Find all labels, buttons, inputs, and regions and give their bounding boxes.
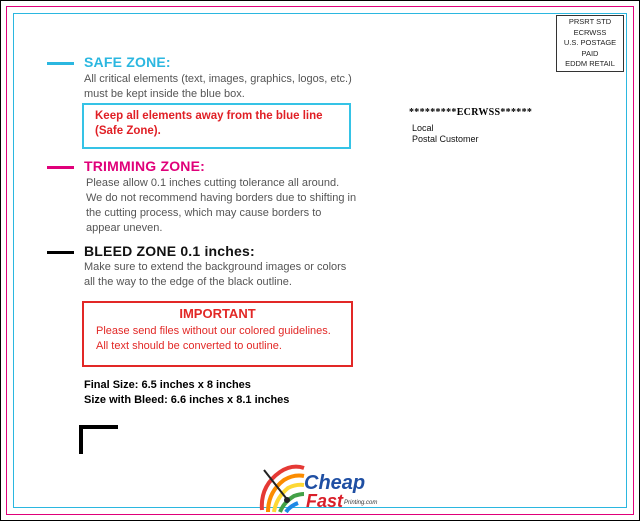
postage-line-3: U.S. POSTAGE [563,38,617,47]
important-box [82,301,353,367]
bleed-size-line: Size with Bleed: 6.6 inches x 8.1 inches [84,394,290,406]
important-line-1: Please send files without our colored guidelines. [96,325,331,337]
safe-zone-box-text [84,105,349,139]
postage-line-5: EDDM RETAIL [565,59,615,68]
logo-fast-text: Fast [306,491,344,511]
trimming-zone-line-3: the cutting process, which may cause borders to [86,207,322,219]
bleed-zone-description [84,260,346,290]
cheapfastprinting-logo [252,458,402,518]
trimming-zone-line-4: appear uneven. [86,222,163,234]
trimming-zone-title: TRIMMING ZONE: [84,158,206,174]
address-block [412,123,479,145]
safe-zone-box [82,103,351,149]
safe-zone-indicator [47,62,74,65]
bleed-zone-title: BLEED ZONE 0.1 inches: [84,243,255,259]
trimming-zone-description [86,176,356,236]
corner-crop-mark [78,424,118,454]
trimming-zone-indicator [47,166,74,169]
trimming-zone-line-2: We do not recommend having borders due to shifting in [86,192,357,204]
ecrwss-line: *********ECRWSS****** [409,107,533,118]
safe-zone-description [84,72,352,102]
postage-line-2: ECRWSS [573,27,607,37]
important-line-2: All text should be converted to outline. [96,340,282,352]
logo-printing-text: Printing.com [344,500,378,506]
postage-line-4: PAID [581,48,599,58]
safe-zone-box-line-2: (Safe Zone). [95,125,161,137]
safe-zone-box-line-1: Keep all elements away from the blue line [95,110,323,122]
logo-cheap-text: Cheap [304,472,366,494]
bleed-zone-line-2: all the way to the edge of the black outline. [84,276,292,288]
postage-indicia [556,15,624,72]
important-text [84,321,351,354]
address-line-1: Local [412,123,434,133]
postage-line-1: PRSRT STD [568,17,612,26]
safe-zone-line-1: All critical elements (text, images, graphics, logos, etc.) [84,73,352,85]
important-title: IMPORTANT [179,306,256,321]
address-line-2: Postal Customer [412,134,479,144]
final-size [84,378,289,408]
trimming-zone-line-1: Please allow 0.1 inches cutting tolerance all around. [86,177,340,189]
final-size-line: Final Size: 6.5 inches x 8 inches [84,379,251,391]
bleed-zone-indicator [47,251,74,254]
safe-zone-title: SAFE ZONE: [84,54,171,70]
bleed-zone-line-1: Make sure to extend the background images or colors [84,261,347,273]
safe-zone-line-2: must be kept inside the blue box. [84,88,245,100]
